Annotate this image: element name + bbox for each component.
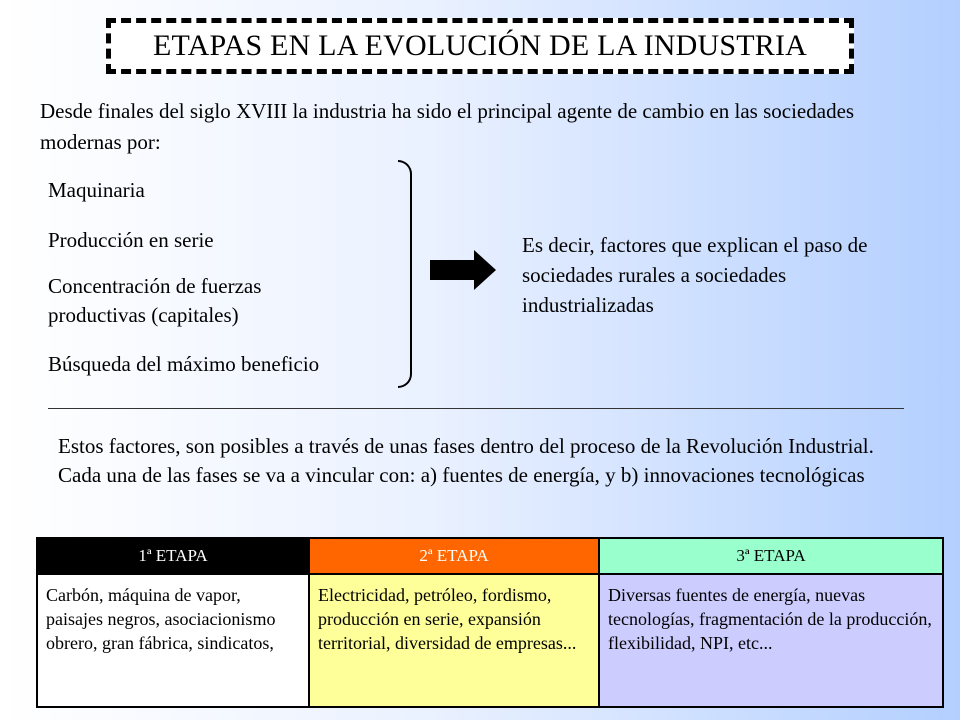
stage-header-label: 3ª ETAPA (736, 546, 806, 565)
factor-item: Producción en serie (48, 228, 214, 252)
conclusion-text: Es decir, factores que explican el paso de sociedades rurales a sociedades industrializadas (522, 233, 868, 317)
stage-description-1: Carbón, máquina de vapor, paisajes negros, asociacionismo obrero, gran fábrica, sindicatos, (37, 574, 309, 707)
stage-description-2: Electricidad, petróleo, fordismo, producción en serie, expansión territorial, diversidad de empresas... (309, 574, 599, 707)
stage-header-label: 1ª ETAPA (138, 546, 208, 565)
factor-item: Búsqueda del máximo beneficio (48, 352, 320, 376)
stages-table (36, 537, 944, 708)
stage-header-label: 2ª ETAPA (419, 546, 489, 565)
explanation-text: Estos factores, son posibles a través de unas fases dentro del proceso de la Revolución Industrial. Cada una de las fases se va a vincular con: a) fuentes de energía, y b) innovaciones tecnológicas (58, 434, 874, 487)
divider-line (48, 408, 904, 409)
factor-item: Maquinaria (48, 178, 145, 202)
stage-header-2 (309, 538, 599, 574)
factor-item: Concentración de fuerzas productivas (capitales) (48, 274, 262, 327)
page-title: ETAPAS EN LA EVOLUCIÓN DE LA INDUSTRIA (152, 29, 808, 62)
intro-text: Desde finales del siglo XVIII la industria ha sido el principal agente de cambio en las sociedades modernas por: (40, 99, 855, 154)
stage-description-3: Diversas fuentes de energía, nuevas tecnologías, fragmentación de la producción, flexibilidad, NPI, etc... (599, 574, 943, 707)
stages-header-row (37, 538, 943, 574)
page-title-box (106, 18, 854, 74)
grouping-bracket (398, 160, 412, 388)
stages-body-row (37, 574, 943, 707)
stage-header-1 (37, 538, 309, 574)
stage-header-3 (599, 538, 943, 574)
right-arrow-icon (430, 250, 496, 290)
